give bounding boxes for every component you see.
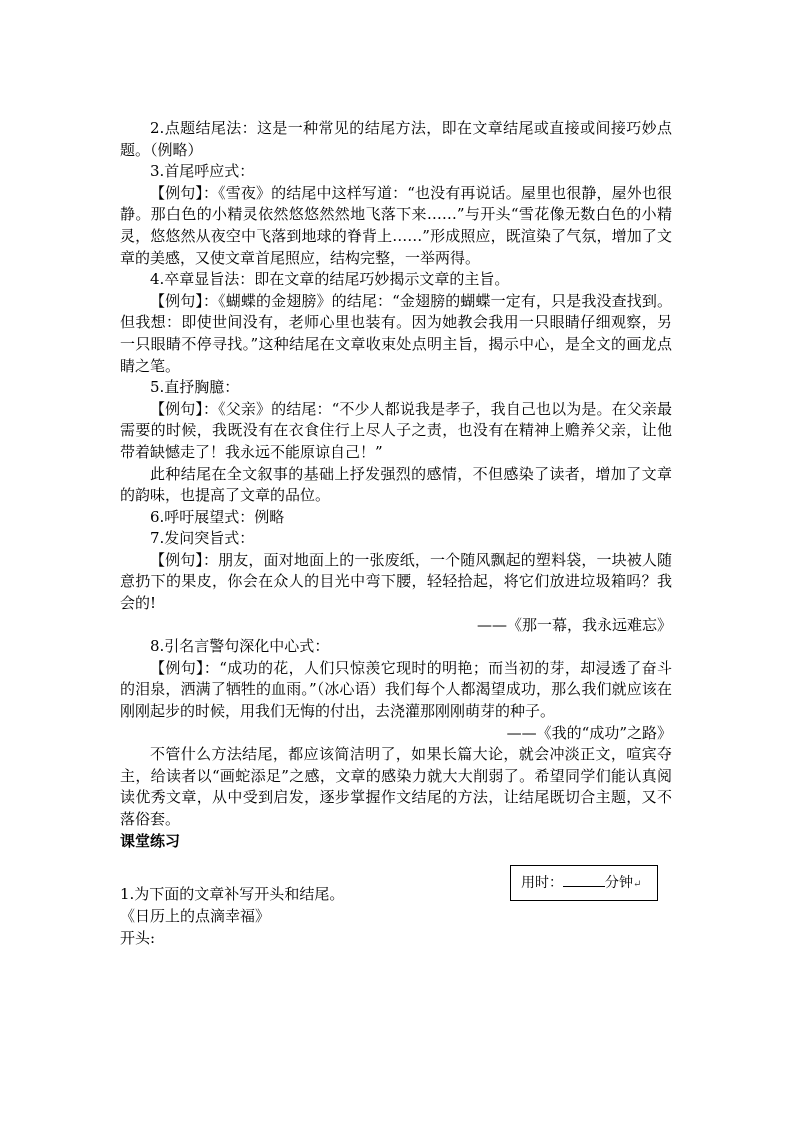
paragraph: 不管什么方法结尾，都应该简洁明了，如果长篇大论，就会冲淡正文，喧宾夺主，给读者以“画蛇添足”之感，文章的感染力就大大削弱了。希望同学们能认真阅读优秀文章，从中受到启发，逐步掌握作文结尾的方法，让结尾既切合主题，又不落俗套。: [120, 745, 672, 828]
source-citation: ——《我的“成功”之路》: [506, 723, 672, 742]
exercise-article-title: 《日历上的点滴幸福》: [120, 907, 271, 925]
paragraph: 7.发问突旨式：: [150, 529, 255, 548]
source-citation: ——《那一幕，我永远难忘》: [476, 615, 672, 634]
document-body: [120, 118, 672, 852]
time-unit: 分钟: [605, 875, 633, 891]
paragraph: 8.引名言警句深化中心式：: [150, 637, 330, 656]
time-label: 用时：: [521, 875, 563, 891]
paragraph: 此种结尾在全文叙事的基础上抒发强烈的感情，不但感染了读者，增加了文章的韵味，也提高了文章的品位。: [120, 464, 672, 505]
time-box: [510, 865, 658, 901]
paragraph: 【例句】：朋友，面对地面上的一张废纸，一个随风飘起的塑料袋，一块被人随意扔下的果皮，你会在众人的目光中弯下腰，轻轻拾起，将它们放进垃圾箱吗？我会的!: [120, 550, 672, 613]
paragraph: 【例句】：《父亲》的结尾：“不少人都说我是孝子，我自己也以为是。在父亲最需要的时候，我既没有在衣食住行上尽人子之责，也没有在精神上赡养父亲，让他带着缺憾走了！我永远不能原谅自己！”: [120, 399, 672, 461]
return-mark: ↵: [633, 879, 642, 890]
paragraph: 5.直抒胸臆：: [150, 378, 240, 397]
exercise-section: [120, 883, 500, 949]
paragraph: 3.首尾呼应式：: [150, 162, 255, 181]
paragraph: 【例句】：“成功的花，人们只惊羡它现时的明艳；而当初的芽，却浸透了奋斗的泪泉，洒满了牺牲的血雨。”（冰心语）我们每个人都渴望成功，那么我们就应该在刚刚起步的时候，用我们无悔的付出，去浇灌那刚刚萌芽的种子。: [120, 658, 672, 721]
section-title: 课堂练习: [120, 831, 181, 850]
paragraph: 【例句】：《雪夜》的结尾中这样写道：“也没有再说话。屋里也很静，屋外也很静。那白色的小精灵依然悠悠然然地飞落下来……”与开头“雪花像无数白色的小精灵，悠悠然从夜空中飞落到地球的脊背上……”形成照应，既渲染了气氛，增加了文章的美感，又使文章首尾照应，结构完整，一举两得。: [120, 183, 672, 267]
paragraph: 【例句】：《蝴蝶的金翅膀》的结尾：“金翅膀的蝴蝶一定有，只是我没查找到。但我想：即使世间没有，老师心里也装有。因为她教会我用一只眼睛仔细观察，另一只眼睛不停寻找。”这种结尾在文章收束处点明主旨，揭示中心，是全文的画龙点睛之笔。: [120, 291, 672, 375]
paragraph: 4.卒章显旨法：即在文章的结尾巧妙揭示文章的主旨。: [150, 270, 510, 289]
exercise-opening-label: 开头:: [120, 929, 156, 947]
time-blank[interactable]: [563, 872, 605, 887]
paragraph: 2.点题结尾法：这是一种常见的结尾方法，即在文章结尾或直接或间接巧妙点题。（例略）: [120, 119, 672, 159]
exercise-question: 1.为下面的文章补写开头和结尾。: [120, 885, 345, 903]
paragraph: 6.呼吁展望式：例略: [150, 507, 285, 526]
